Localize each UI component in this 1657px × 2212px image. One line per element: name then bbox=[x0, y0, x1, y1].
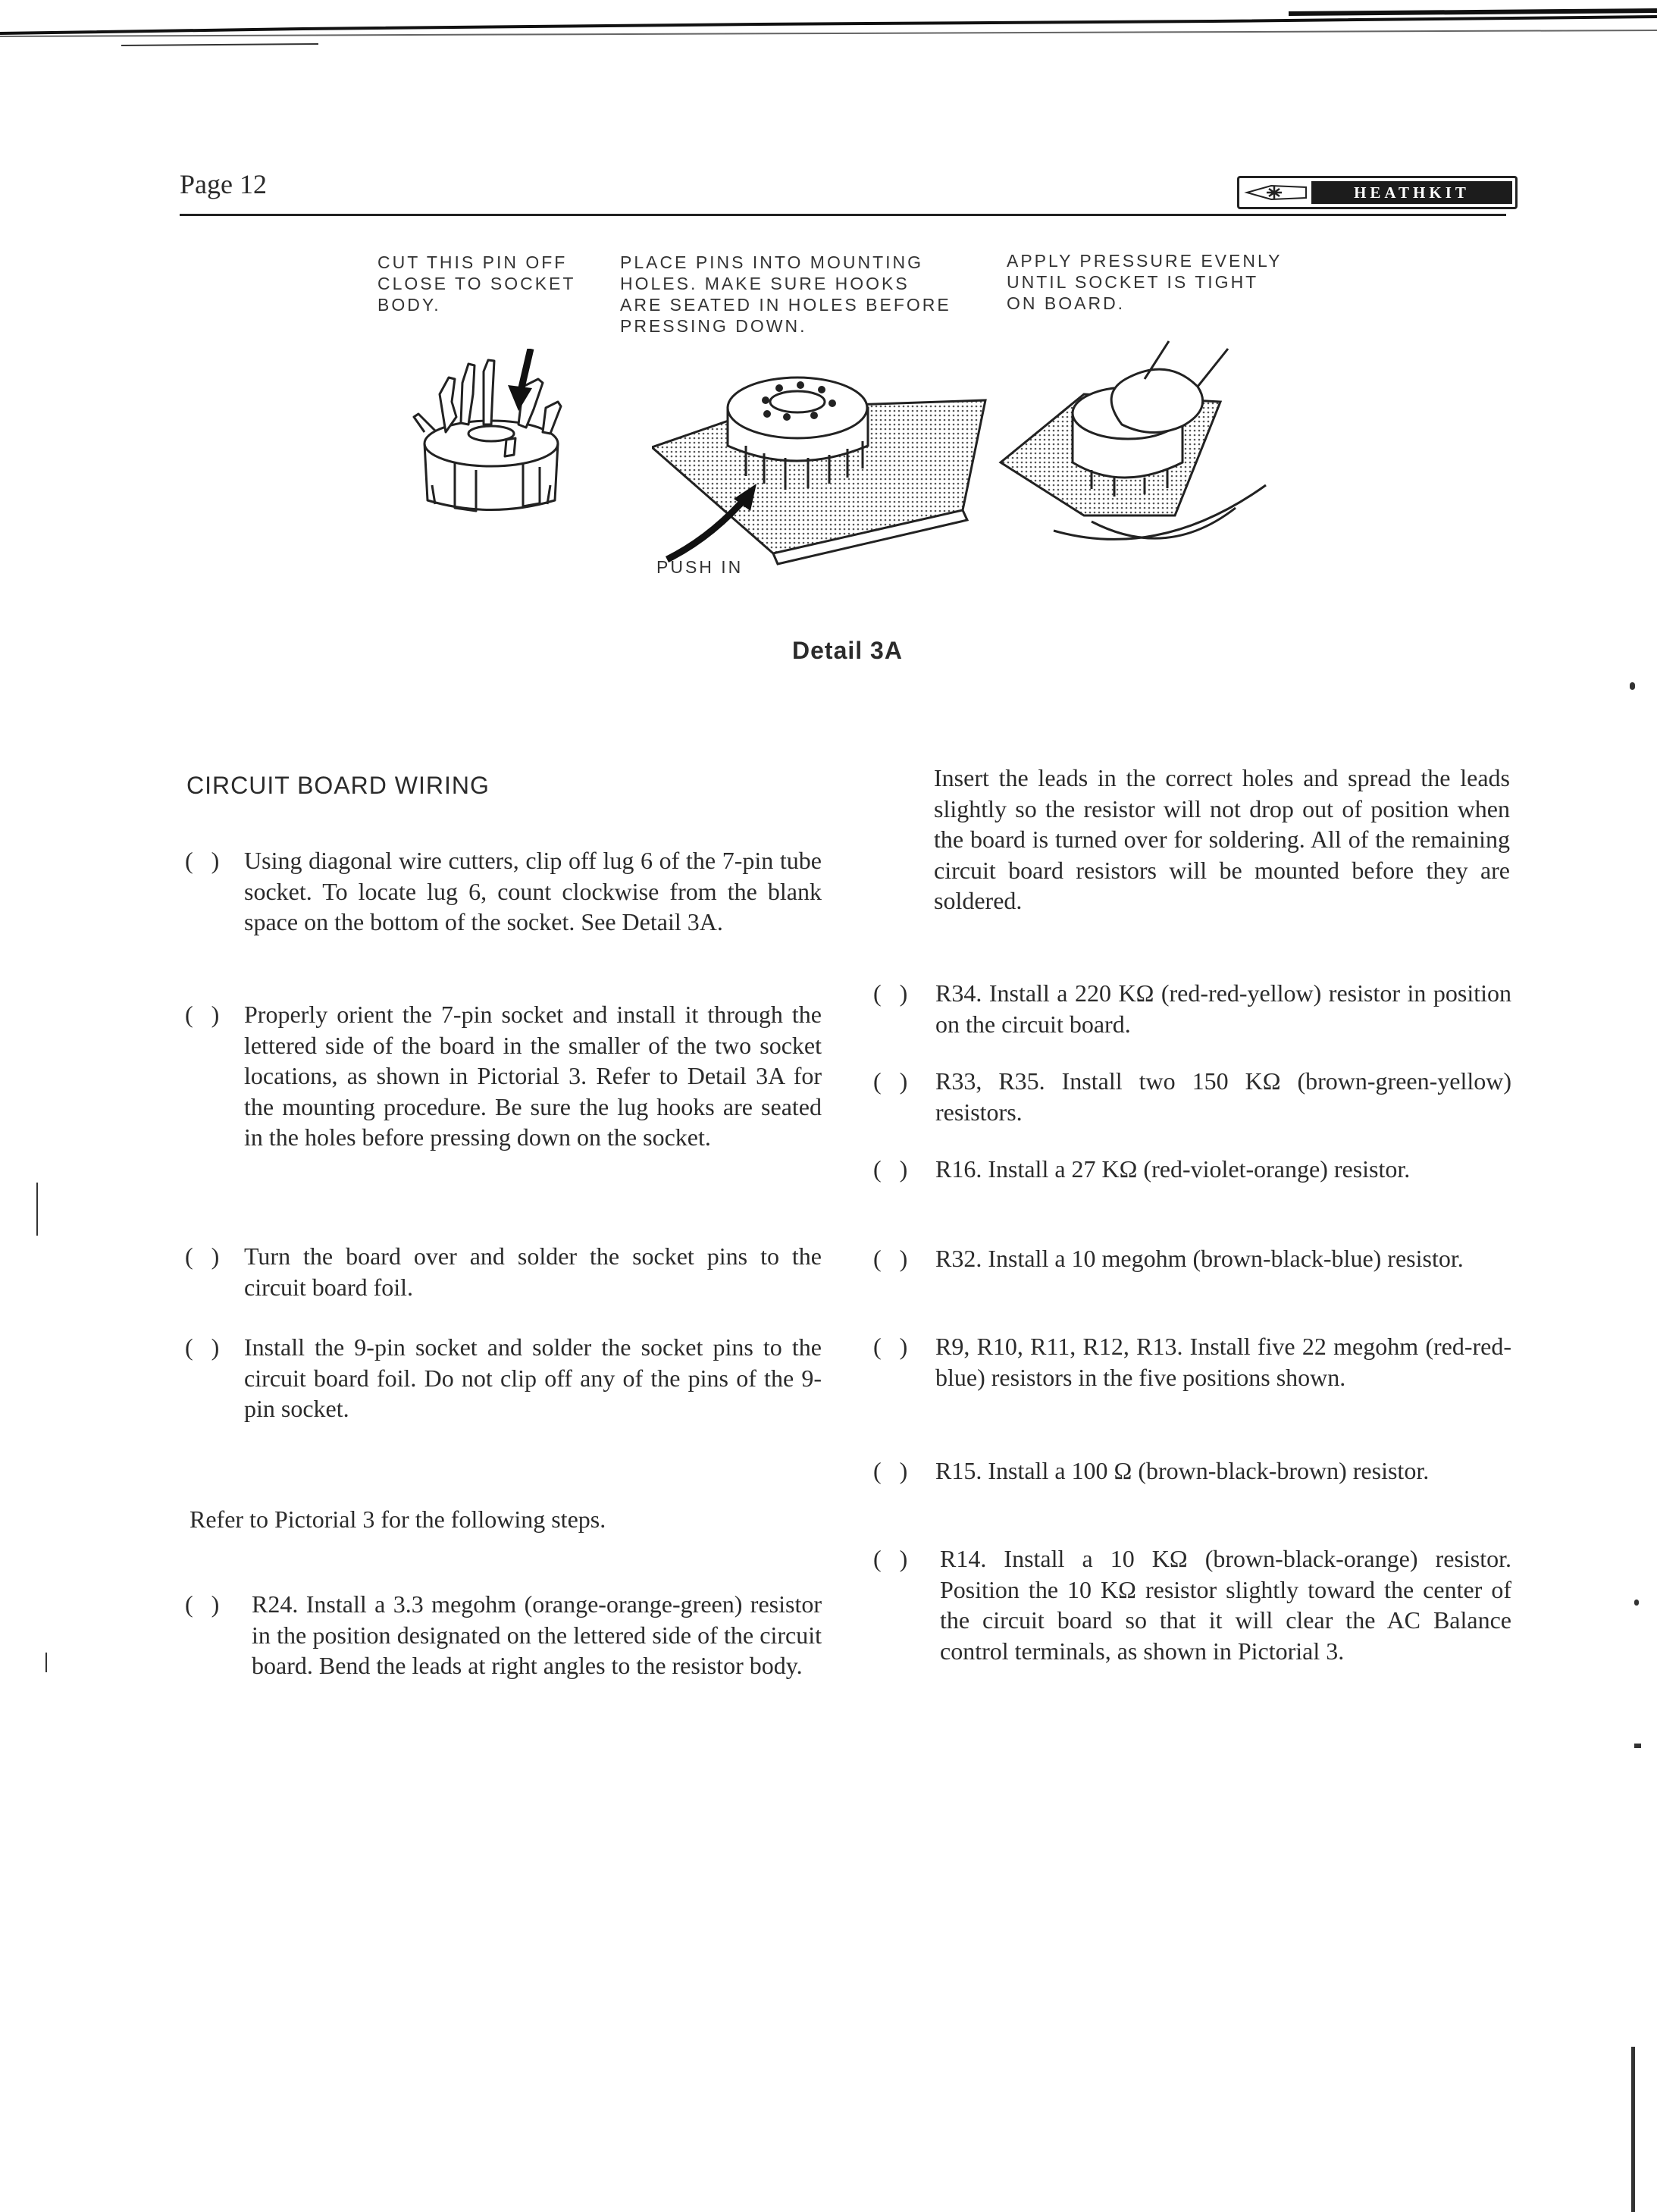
scan-mark bbox=[45, 1653, 47, 1672]
scan-mark bbox=[36, 1183, 38, 1236]
step-checkbox[interactable]: ( ) bbox=[873, 1155, 908, 1183]
step-r32 bbox=[873, 1243, 1511, 1274]
step-checkbox[interactable]: ( ) bbox=[873, 1545, 908, 1572]
step-text: Properly orient the 7-pin socket and install it through the lettered side of the board in the smaller of the two socket locations, as shown in Pictorial 3. Refer to Detail 3A for the mounting procedure. Be sure the lug hooks are seated in the holes before pressing down on the socket. bbox=[244, 1001, 822, 1151]
step-text: R32. Install a 10 megohm (brown-black-blue) resistor. bbox=[935, 1245, 1464, 1272]
step-checkbox[interactable]: ( ) bbox=[873, 1245, 908, 1272]
step-text: Install the 9-pin socket and solder the socket pins to the circuit board foil. Do not clip off any of the pins of the 9-pin socket. bbox=[244, 1333, 822, 1422]
step-install-7pin bbox=[185, 999, 822, 1153]
heathkit-logo bbox=[1237, 176, 1518, 209]
step-install-9pin bbox=[185, 1332, 822, 1424]
refer-pictorial-text: Refer to Pictorial 3 for the following steps. bbox=[190, 1505, 606, 1533]
step-checkbox[interactable]: ( ) bbox=[873, 1333, 908, 1360]
step-text: R14. Install a 10 KΩ (brown-black-orange) resistor. Position the 10 KΩ resistor slightly toward the center of the circuit board so that it will clear the AC Balance control terminals, as shown in Pictorial 3. bbox=[940, 1545, 1511, 1665]
step-checkbox[interactable]: ( ) bbox=[873, 979, 908, 1007]
step-checkbox[interactable]: ( ) bbox=[185, 1333, 220, 1361]
step-r9-r13 bbox=[873, 1331, 1511, 1393]
caption-cut-pin: CUT THIS PIN OFF CLOSE TO SOCKET BODY. bbox=[377, 252, 576, 315]
caption-place-pins: PLACE PINS INTO MOUNTING HOLES. MAKE SURE HOOKS ARE SEATED IN HOLES BEFORE PRESSING DOWN. bbox=[620, 252, 951, 336]
page-number: Page 12 bbox=[180, 169, 267, 199]
step-clip-lug bbox=[185, 845, 822, 938]
socket-pin-illustration bbox=[409, 349, 576, 519]
detail-title: Detail 3A bbox=[792, 637, 903, 664]
step-r15 bbox=[873, 1455, 1511, 1487]
step-r24 bbox=[185, 1589, 822, 1681]
section-heading: CIRCUIT BOARD WIRING bbox=[186, 772, 490, 799]
step-text: R34. Install a 220 KΩ (red-red-yellow) resistor in position on the circuit board. bbox=[935, 979, 1511, 1038]
star-emblem-icon bbox=[1244, 181, 1309, 204]
step-r34 bbox=[873, 978, 1511, 1039]
header-rule bbox=[180, 214, 1506, 216]
step-solder-socket bbox=[185, 1241, 822, 1302]
step-text: Using diagonal wire cutters, clip off lug 6 of the 7-pin tube socket. To locate lug 6, count clockwise from the blank space on the bottom of the socket. See Detail 3A. bbox=[244, 847, 822, 935]
scan-right-edge bbox=[1631, 2047, 1635, 2212]
step-checkbox[interactable]: ( ) bbox=[873, 1067, 908, 1095]
brand-wordmark: HEATHKIT bbox=[1311, 181, 1512, 204]
step-checkbox[interactable]: ( ) bbox=[185, 1242, 220, 1270]
caption-apply-pressure: APPLY PRESSURE EVENLY UNTIL SOCKET IS TIGHT ON BOARD. bbox=[1007, 251, 1283, 313]
resistor-intro-paragraph: Insert the leads in the correct holes and spread the leads slightly so the resistor will not drop out of position when the board is turned over for soldering. All of the remaining circuit board resistors will be mounted before they are soldered. bbox=[934, 764, 1510, 914]
step-text: R24. Install a 3.3 megohm (orange-orange-green) resistor in the position designated on the lettered side of the circuit board. Bend the leads at right angles to the resistor body. bbox=[252, 1590, 822, 1679]
step-r14 bbox=[873, 1543, 1511, 1666]
step-text: R16. Install a 27 KΩ (red-violet-orange) resistor. bbox=[935, 1155, 1411, 1183]
scan-top-edge bbox=[0, 0, 1657, 53]
step-text: Turn the board over and solder the socket pins to the circuit board foil. bbox=[244, 1242, 822, 1301]
step-r16 bbox=[873, 1154, 1511, 1185]
scan-mark bbox=[1630, 682, 1635, 690]
step-text: R9, R10, R11, R12, R13. Install five 22 megohm (red-red-blue) resistors in the five positions shown. bbox=[935, 1333, 1511, 1391]
step-checkbox[interactable]: ( ) bbox=[185, 1001, 220, 1028]
scan-mark bbox=[1634, 1599, 1639, 1606]
socket-into-board-illustration bbox=[652, 355, 1001, 567]
step-text: R15. Install a 100 Ω (brown-black-brown) resistor. bbox=[935, 1457, 1430, 1484]
step-checkbox[interactable]: ( ) bbox=[873, 1457, 908, 1484]
step-checkbox[interactable]: ( ) bbox=[185, 1590, 220, 1618]
push-in-label: PUSH IN bbox=[656, 557, 744, 577]
scan-mark bbox=[1634, 1744, 1641, 1748]
step-checkbox[interactable]: ( ) bbox=[185, 847, 220, 874]
step-r33-r35 bbox=[873, 1066, 1511, 1127]
step-text: R33, R35. Install two 150 KΩ (brown-green-yellow) resistors. bbox=[935, 1067, 1511, 1126]
press-socket-illustration bbox=[993, 334, 1281, 569]
